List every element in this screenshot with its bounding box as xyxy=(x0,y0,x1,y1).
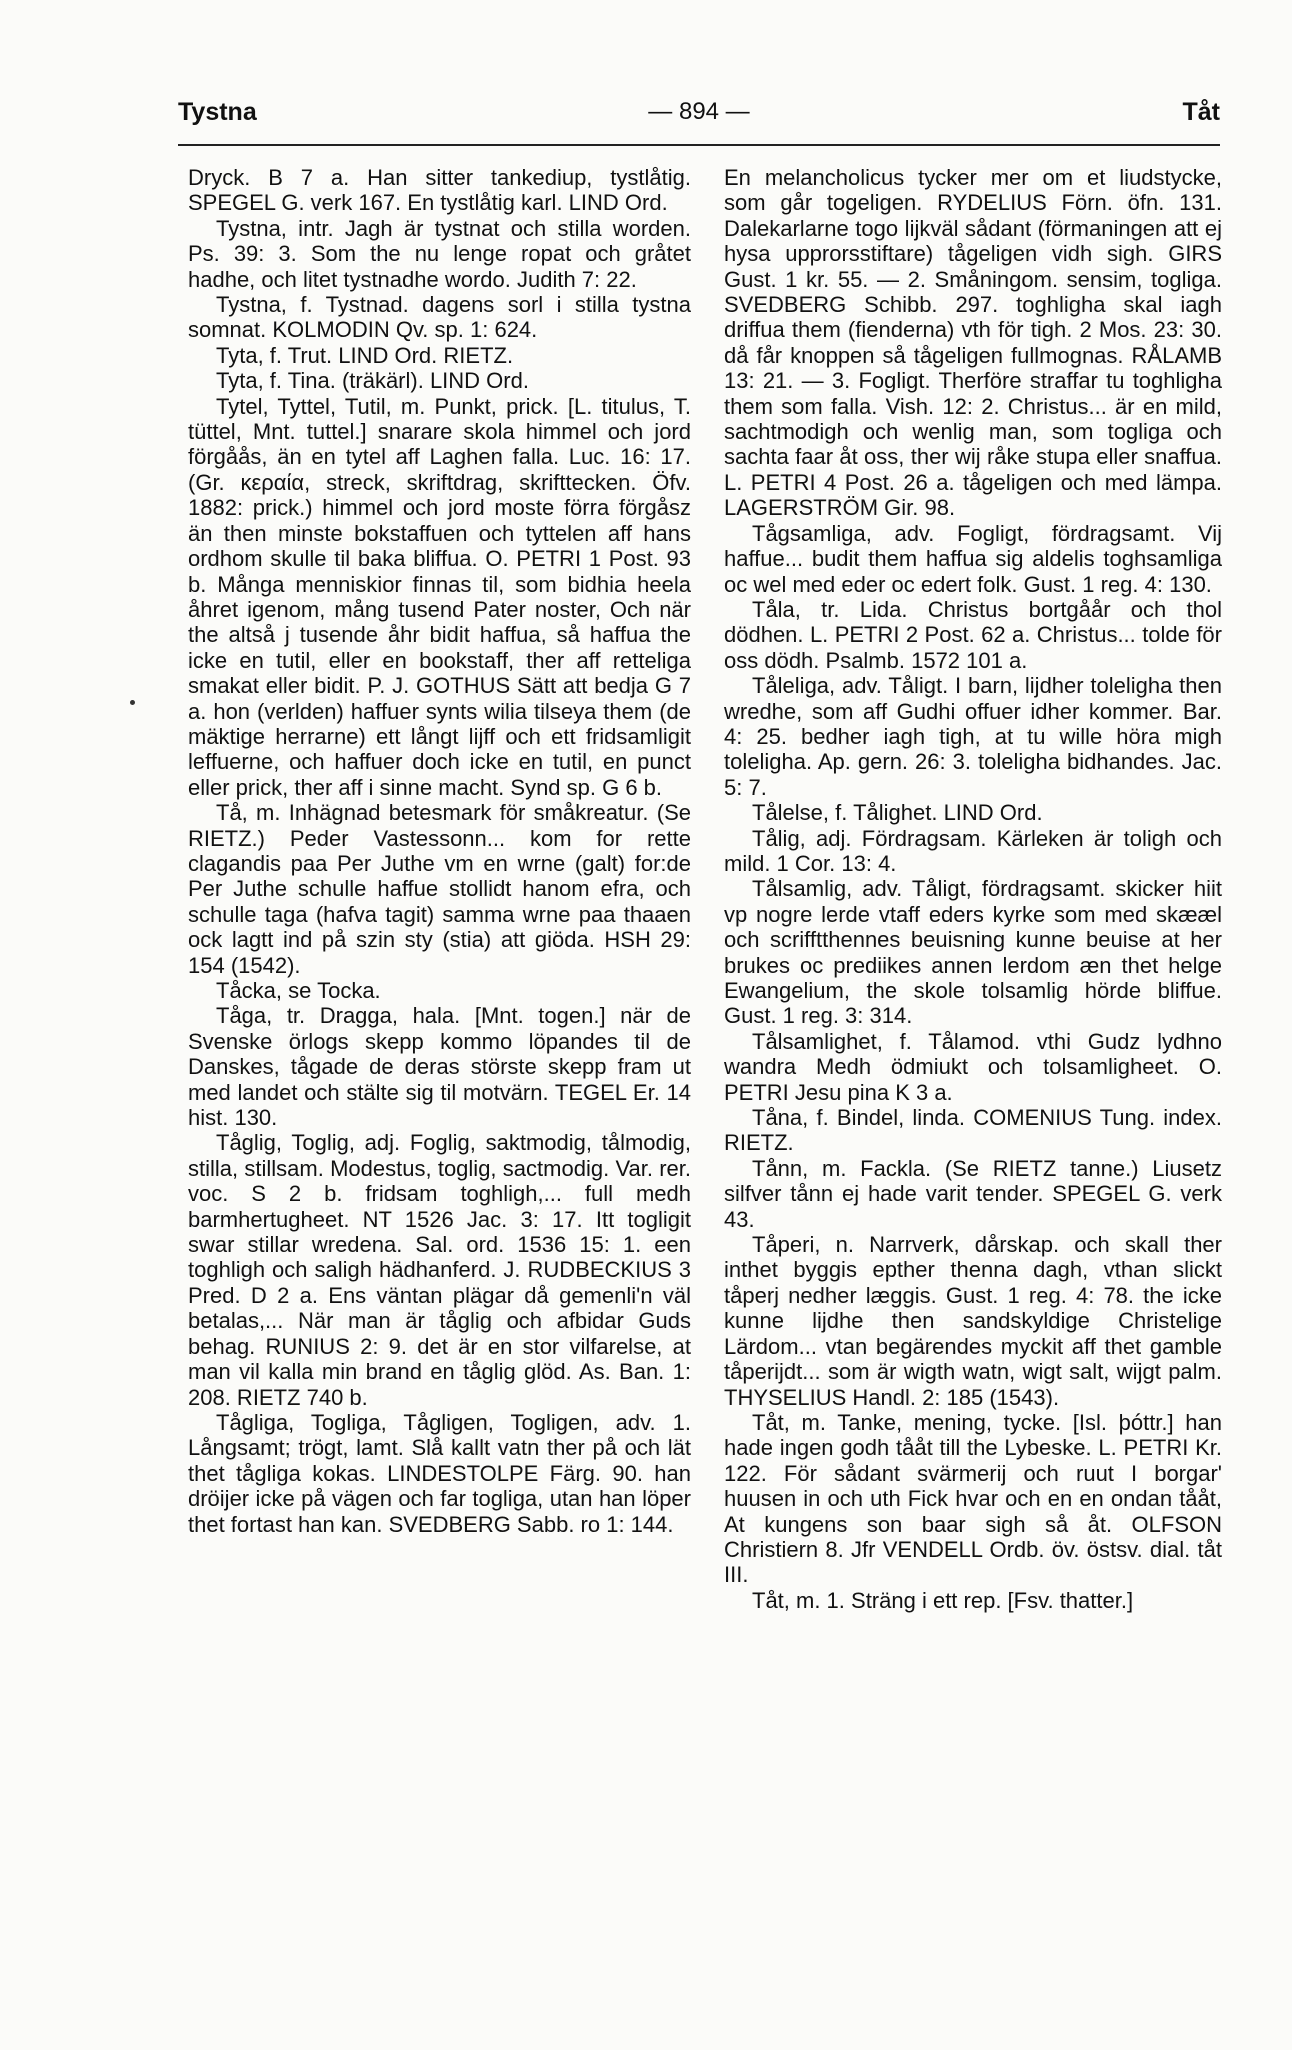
running-header xyxy=(178,98,1220,138)
right-column-entry: Tåperi, n. Narrverk, dårskap. och skall ther inthet byggis epther thenna dagh, vthan slickt tåperj nedher læggis. Gust. 1 reg. 4: 78. the icke kunne lijdhe then sandskyldige Christelige Lärdom... vtan begärendes myckit aff thet gamble tåperijdt... som är wigth watn, wigt salt, wijgt palm. THYSELIUS Handl. 2: 185 (1543). xyxy=(724,1232,1222,1410)
right-column-entry: Tålelse, f. Tålighet. LIND Ord. xyxy=(752,800,1043,826)
right-column-entry: Tåt, m. Tanke, mening, tycke. [Isl. þóttr.] han hade ingen godh tååt till the Lybeske. L. PETRI Kr. 122. För sådant svärmerij och ruut I borgar' huusen in och uth Fick hvar och en en ondan tååt, At kungens son baar sigh så åt. OLFSON Christiern 8. Jfr VENDELL Ordb. öv. östsv. dial. tåt III. xyxy=(724,1409,1222,1588)
page-number: — 894 — xyxy=(648,98,750,125)
header-rule xyxy=(178,144,1220,146)
left-column-entry: Tågliga, Togliga, Tågligen, Togligen, adv. 1. Långsamt; trögt, lamt. Slå kallt vatn ther på och lät thet tågliga kokas. LINDESTOLPE Färg. 90. han dröijer icke på vägen och far togliga, utan han löper thet fortast han kan. SVEDBERG Sabb. ro 1: 144. xyxy=(188,1409,691,1537)
right-column-entry: Tålsamlig, adv. Tåligt, fördragsamt. skicker hiit vp nogre lerde vtaff eders kyrke som med skææl och scrifftthennes beuisning kunne beuise at her brukes oc prediikes annen lerdom æn thet helge Ewangelium, the skole tolsamlig hörde bliffue. Gust. 1 reg. 3: 314. xyxy=(724,876,1222,1029)
left-column-entry: Tystna, intr. Jagh är tystnat och stilla worden. Ps. 39: 3. Som the nu lenge ropat och gråtet hadhe, och litet tystnadhe wordo. Judith 7: 22. xyxy=(188,215,691,292)
left-column-entry: Tytel, Tyttel, Tutil, m. Punkt, prick. [L. titulus, T. tüttel, Mnt. tuttel.] snarare skola himmel och jord förgåås, än en tytel aff Laghen falla. Luc. 16: 17. (Gr. κεραία, streck, skriftdrag, skrifttecken. Öfv. 1882: prick.) himmel och jord moste förra förgåsz än then minste bokstaffuen och tyttelen aff hans ordhom skulle til baka bliffua. O. PETRI 1 Post. 93 b. Många menniskior finnas til, som bidhia heela åhret igenom, mång tusend Pater noster, Och när the altså j tusende åhr bidit haffua, så haffua the icke en tutil, eller en bookstaff, ther aff retteliga smakat eller bidit. P. J. GOTHUS Sätt att bedja G 7 a. hon (verlden) haffuer synts wilia tilseya them (de mäktige herrarne) ett långt lijff och ett fridsamligit leffuerne, och haffuer doch icke en tutil, en punct eller prick, ther aff i sinne macht. Synd sp. G 6 b. xyxy=(188,393,691,800)
right-column-entry: Tåleliga, adv. Tåligt. I barn, lijdher toleligha then wredhe, som aff Gudhi offuer idher kommer. Bar. 4: 25. bedher iagh tigh, at tu wille höra migh toleligha. Ap. gern. 26: 3. toleligha bidhandes. Jac. 5: 7. xyxy=(724,673,1222,800)
left-column-entry: Dryck. B 7 a. Han sitter tankediup, tystlåtig. SPEGEL G. verk 167. En tystlåtig karl. LIND Ord. xyxy=(188,165,691,216)
header-right-word: Tåt xyxy=(1182,98,1220,126)
right-column-entry: Tålig, adj. Fördragsam. Kärleken är toligh och mild. 1 Cor. 13: 4. xyxy=(724,825,1222,876)
left-column-entry: Tåga, tr. Dragga, hala. [Mnt. togen.] när de Svenske örlogs skepp kommo löpandes til de Danskes, tågade de deras störste skepp fram ut med landet och stälte sig til motvärn. TEGEL Er. 14 hist. 130. xyxy=(188,1003,691,1131)
left-column-entry: Tåglig, Toglig, adj. Foglig, saktmodig, tålmodig, stilla, stillsam. Modestus, toglig, sactmodig. Var. rer. voc. S 2 b. fridsam toghligh,... full medh barmhertugheet. NT 1526 Jac. 3: 17. Itt togligit swar stillar wredena. Sal. ord. 1536 15: 1. een toghligh och saligh hädhanferd. J. RUDBECKIUS 3 Pred. D 2 a. Ens väntan plägar då gemenli'n väl betalas,... När man är tåglig och afbidar Guds behag. RUNIUS 2: 9. det är en stor vilfarelse, at man vil kalla min brand en tåglig glöd. As. Ban. 1: 208. RIETZ 740 b. xyxy=(188,1130,691,1410)
left-column xyxy=(188,165,691,1537)
right-column-entry: Tålsamlighet, f. Tålamod. vthi Gudz lydhno wandra Medh ödmiukt och tolsamligheet. O. PETRI Jesu pina K 3 a. xyxy=(724,1028,1222,1105)
right-column-entry: Tåt, m. 1. Sträng i ett rep. [Fsv. thatter.] xyxy=(752,1587,1134,1613)
left-column-entry: Tåcka, se Tocka. xyxy=(216,978,381,1003)
right-column-entry: Tånn, m. Fackla. (Se RIETZ tanne.) Liusetz silfver tånn ej hade varit tender. SPEGEL G. verk 43. xyxy=(724,1155,1222,1232)
header-left-word: Tystna xyxy=(178,98,257,126)
margin-dot xyxy=(130,700,135,705)
left-column-entry: Tyta, f. Trut. LIND Ord. RIETZ. xyxy=(216,342,514,368)
right-column-entry: En melancholicus tycker mer om et liudstycke, som går togeligen. RYDELIUS Förn. öfn. 131. Dalekarlarne togo lijkväl sådant (förmaningen att ej hysa upprorsstiftare) tågeligen vidh sigh. GIRS Gust. 1 kr. 55. — 2. Småningom. sensim, togliga. SVEDBERG Schibb. 297. toghligha skal iagh driffua them (fienderna) vth för tigh. 2 Mos. 23: 30. då får knoppen så tågeligen fullmognas. RÅLAMB 13: 21. — 3. Fogligt. Therföre straffar tu toghligha them som falla. Vish. 12: 2. Christus... är en mild, sachtmodigh och wenlig man, som togliga och sachta faar åt oss, ther wij råke stupa eller snaffua. L. PETRI 4 Post. 26 a. tågeligen och med lämpa. LAGERSTRÖM Gir. 98. xyxy=(724,165,1222,521)
left-column-entry: Tyta, f. Tina. (träkärl). LIND Ord. xyxy=(216,368,529,394)
right-column-entry: Tågsamliga, adv. Fogligt, fördragsamt. Vij haffue... budit them haffua sig aldelis toghsamliga oc wel med eder oc edert folk. Gust. 1 reg. 4: 130. xyxy=(724,520,1222,597)
right-column xyxy=(724,165,1222,1613)
left-column-entry: Tystna, f. Tystnad. dagens sorl i stilla tystna somnat. KOLMODIN Qv. sp. 1: 624. xyxy=(188,292,691,343)
left-column-entry: Tå, m. Inhägnad betesmark för småkreatur. (Se RIETZ.) Peder Vastessonn... kom for rette clagandis paa Per Juthe vm en wrne (galt) for:de Per Juthe schulle haffue stollidt hanom efra, och schulle taga (hafva tagit) samma wrne paa thaaen ock lagtt ind på szin sty (stia) att giöda. HSH 29: 154 (1542). xyxy=(188,800,691,978)
right-column-entry: Tåna, f. Bindel, linda. COMENIUS Tung. index. RIETZ. xyxy=(724,1105,1222,1156)
right-column-entry: Tåla, tr. Lida. Christus bortgåår och thol dödhen. L. PETRI 2 Post. 62 a. Christus... tolde för oss dödh. Psalmb. 1572 101 a. xyxy=(724,596,1222,673)
